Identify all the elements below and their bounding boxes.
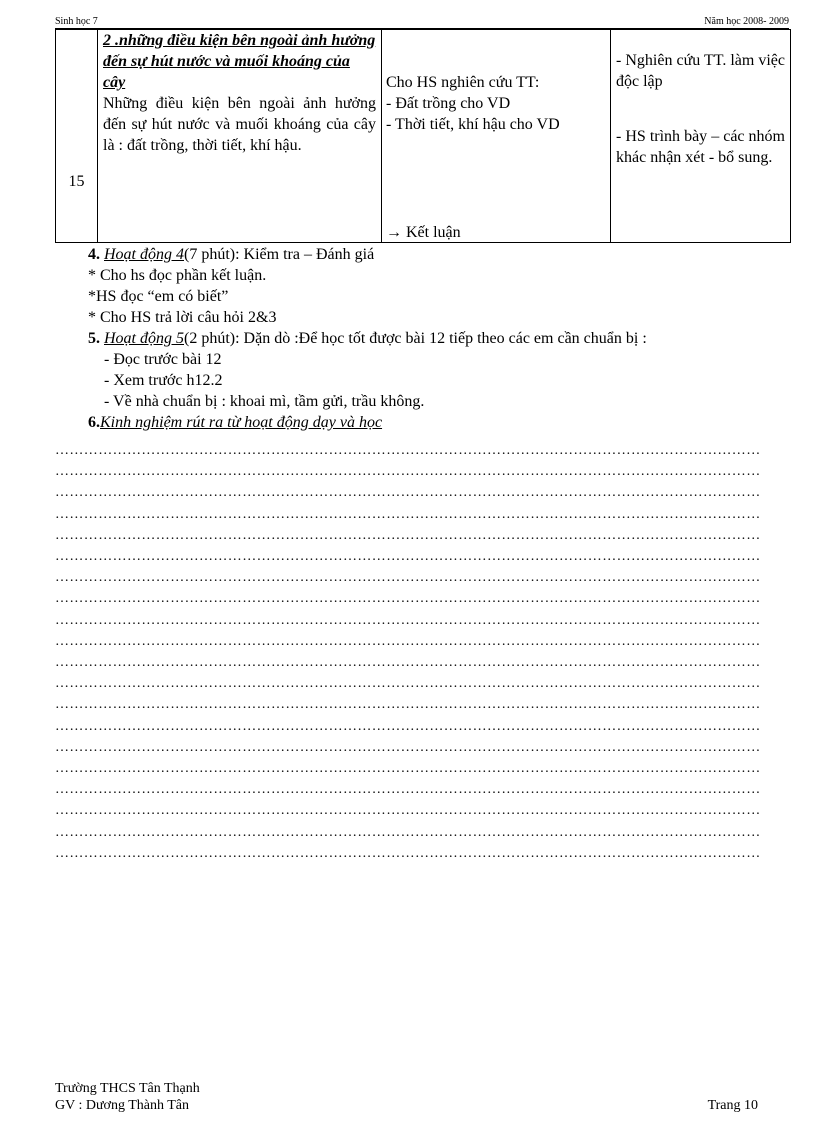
dotted-line: ………………………………………………………………………………………………………………………………… <box>55 845 761 861</box>
notes-lines <box>55 440 790 864</box>
header-subject: Sinh học 7 <box>55 16 98 27</box>
dotted-line: ………………………………………………………………………………………………………………………………… <box>55 739 761 755</box>
dotted-line: ………………………………………………………………………………………………………………………………… <box>55 570 761 586</box>
page-footer <box>55 1080 758 1114</box>
section6-number: 6. <box>88 414 100 431</box>
dotted-line: ………………………………………………………………………………………………………………………………… <box>55 824 761 840</box>
conclusion-label: Kết luận <box>406 224 461 241</box>
dotted-line: ………………………………………………………………………………………………………………………………… <box>55 549 761 565</box>
activity5-title: Hoạt động 5 <box>104 330 184 347</box>
activities-section <box>88 244 788 433</box>
arrow-right-icon: → <box>386 224 402 241</box>
teacher-item: - Đất trồng cho VD <box>386 95 511 112</box>
header-school-year: Năm học 2008- 2009 <box>704 16 789 27</box>
student-activity: - HS trình bày – các nhóm khác nhận xét - bổ sung. <box>616 128 785 166</box>
teacher-item: - Thời tiết, khí hậu cho VD <box>386 116 560 133</box>
dotted-line: ………………………………………………………………………………………………………………………………… <box>55 506 761 522</box>
content-text: Những điều kiện bên ngoài ảnh hưởng đến sự hút nước và muối khoáng của cây là : đất trồng, thời tiết, khí hậu. <box>103 95 376 154</box>
dotted-line: ………………………………………………………………………………………………………………………………… <box>55 485 761 501</box>
page-number: Trang 10 <box>707 1098 758 1113</box>
activity4-heading <box>88 244 788 265</box>
teacher-cell <box>382 30 611 243</box>
dotted-line: ………………………………………………………………………………………………………………………………… <box>55 676 761 692</box>
dotted-line: ………………………………………………………………………………………………………………………………… <box>55 443 761 458</box>
activity4-number: 4. <box>88 246 100 263</box>
activity4-title: Hoạt động 4 <box>104 246 184 263</box>
dotted-line: ………………………………………………………………………………………………………………………………… <box>55 803 761 819</box>
content-cell <box>98 30 382 243</box>
dotted-line: ………………………………………………………………………………………………………………………………… <box>55 697 761 713</box>
dotted-line: ………………………………………………………………………………………………………………………………… <box>55 464 761 480</box>
dotted-line: ………………………………………………………………………………………………………………………………… <box>55 633 761 649</box>
teacher-activity <box>386 72 600 135</box>
page-header <box>55 16 789 29</box>
period-cell: 15 <box>56 30 98 243</box>
activity4-rest: (7 phút): Kiểm tra – Đánh giá <box>184 246 375 263</box>
footer-school: Trường THCS Tân Thạnh <box>55 1081 200 1096</box>
dotted-line: ………………………………………………………………………………………………………………………………… <box>55 612 761 628</box>
activity5-number: 5. <box>88 330 100 347</box>
section6-title: Kinh nghiệm rút ra từ hoạt động dạy và học <box>100 414 383 431</box>
list-item: *HS đọc “em có biết” <box>88 288 229 305</box>
teacher-intro: Cho HS nghiên cứu TT: <box>386 74 540 91</box>
teacher-conclusion <box>386 222 461 243</box>
dotted-line: ………………………………………………………………………………………………………………………………… <box>55 655 761 671</box>
list-item: - Xem trước h12.2 <box>104 372 223 389</box>
activity5-rest: (2 phút): Dặn dò :Để học tốt được bài 12 tiếp theo các em cần chuẩn bị : <box>184 330 647 347</box>
dotted-line: ………………………………………………………………………………………………………………………………… <box>55 527 761 543</box>
activity5-heading <box>88 328 788 349</box>
student-cell <box>611 30 791 243</box>
dotted-line: ………………………………………………………………………………………………………………………………… <box>55 782 761 798</box>
dotted-line: ………………………………………………………………………………………………………………………………… <box>55 591 761 607</box>
dotted-line: ………………………………………………………………………………………………………………………………… <box>55 718 761 734</box>
list-item: * Cho HS trả lời câu hỏi 2&3 <box>88 309 277 326</box>
lesson-table <box>55 29 791 243</box>
footer-teacher: GV : Dương Thành Tân <box>55 1098 189 1113</box>
student-activity: - Nghiên cứu TT. làm việc độc lập <box>616 52 785 90</box>
list-item: - Đọc trước bài 12 <box>104 351 222 368</box>
section6-heading <box>88 412 788 433</box>
list-item: * Cho hs đọc phần kết luận. <box>88 267 267 284</box>
content-title: 2 .những điều kiện bên ngoài ảnh hưởng đến sự hút nước và muối khoáng của cây <box>103 32 376 91</box>
table-row <box>56 30 791 243</box>
list-item: - Về nhà chuẩn bị : khoai mì, tầm gửi, trầu không. <box>104 393 425 410</box>
dotted-line: ………………………………………………………………………………………………………………………………… <box>55 761 761 777</box>
